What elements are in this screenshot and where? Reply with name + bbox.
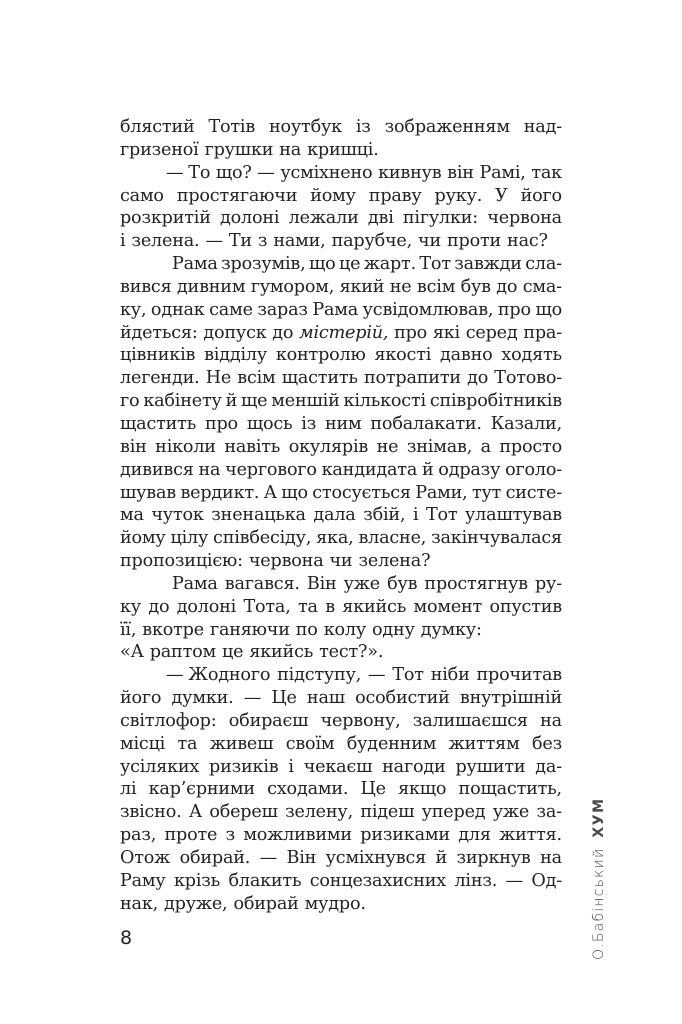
word: кришці. [307, 139, 379, 160]
word: особистий [355, 688, 450, 709]
word: обирай [233, 893, 299, 914]
word: го [120, 391, 140, 412]
word: давно [440, 345, 493, 366]
word: наш [306, 688, 345, 709]
word: звісно. [120, 802, 182, 823]
word: чергового [225, 459, 317, 480]
word: кандидата [321, 459, 418, 480]
word: простягнув [424, 573, 528, 594]
word: ніби [430, 665, 470, 686]
text-line [120, 459, 562, 482]
word: усіляких [120, 756, 200, 777]
word: співбесіду, [213, 528, 312, 549]
word: що [535, 299, 562, 320]
word: контролю [275, 345, 366, 366]
word: грушки [204, 139, 274, 160]
word: щось [246, 413, 293, 434]
word: Він [306, 573, 337, 594]
text-line [120, 390, 562, 413]
word: Раму [120, 870, 166, 891]
word: щастить [281, 368, 358, 389]
word: окулярів [288, 436, 369, 457]
word: що [308, 254, 336, 275]
word: можливими [243, 825, 352, 846]
word: пра- [523, 322, 562, 343]
word: — Жодного [166, 665, 271, 686]
word: вився [120, 276, 172, 297]
word: нами, [273, 231, 326, 252]
word: не [376, 436, 399, 457]
text-line [120, 253, 562, 276]
word: про [497, 299, 531, 320]
word: містерій, [299, 322, 389, 343]
text-line [120, 413, 562, 436]
word: проте [164, 825, 218, 846]
word: дві [367, 208, 394, 229]
word: легенди. [120, 368, 200, 389]
word: Ти [228, 231, 252, 252]
word: із [301, 413, 317, 434]
word: зелена? [358, 551, 431, 572]
word: руку. [434, 185, 483, 206]
text-line [120, 733, 562, 756]
text-line [120, 162, 562, 185]
word: буденним [346, 733, 437, 754]
text-line [120, 116, 562, 139]
word: яка, [316, 528, 354, 549]
word: по [295, 619, 318, 640]
word: Він [286, 848, 317, 868]
word: всім [416, 276, 456, 297]
word: та [298, 596, 318, 617]
word: якості [374, 345, 432, 366]
word: червона [248, 551, 324, 572]
word: на [540, 710, 562, 731]
word: знімав, [406, 436, 473, 457]
word: його [120, 688, 162, 709]
word: та [177, 733, 198, 754]
word: обирай. [179, 848, 251, 868]
word: дала [313, 505, 356, 526]
word: пропозицією: [120, 551, 243, 572]
text-line [120, 207, 562, 230]
text-line [120, 482, 562, 505]
word: чекаєш [303, 756, 373, 777]
text-line [120, 573, 562, 596]
word: життям [448, 733, 520, 754]
word: долоні [176, 596, 237, 617]
word: внутрішній [459, 688, 562, 709]
word: відділу [204, 345, 268, 366]
word: да- [535, 756, 562, 777]
word: розкритій [120, 208, 211, 229]
word: Тотово- [494, 368, 562, 389]
word: до [467, 368, 489, 389]
text-line [120, 550, 562, 573]
word: блястий [120, 117, 195, 137]
word: зелена. [131, 231, 200, 252]
word: дивним [176, 276, 246, 297]
word: одну [372, 619, 415, 640]
word: Рамі, [479, 162, 526, 183]
word: кількості [343, 391, 426, 412]
word: гумором, [250, 276, 335, 297]
text-line [120, 778, 562, 801]
text-line [120, 436, 562, 459]
word: до [496, 276, 518, 297]
word: до [272, 322, 294, 343]
word: чи [329, 551, 353, 572]
word: збій, [363, 505, 406, 526]
running-head [590, 797, 608, 960]
word: саме [209, 299, 253, 320]
text-line [120, 322, 562, 345]
word: одразу [438, 459, 501, 480]
word: шував [120, 482, 177, 503]
word: А [188, 802, 202, 823]
word: які [432, 322, 460, 343]
word: сла- [525, 254, 562, 275]
text-line [120, 664, 562, 687]
word: був [387, 573, 418, 594]
word: Рама [172, 254, 218, 275]
word: над- [523, 117, 562, 137]
word: момент [413, 596, 483, 617]
word: гризеної [120, 139, 199, 160]
word: — [368, 665, 386, 686]
word: так [531, 162, 562, 183]
word: Тота, [243, 596, 291, 617]
word: парубче, [331, 231, 413, 252]
word: нагоди [382, 756, 446, 777]
text-line [120, 596, 562, 619]
word: ку, [120, 299, 147, 320]
word: ганяючи [209, 619, 290, 640]
word: про [204, 413, 238, 434]
word: улаштував [465, 505, 562, 526]
word: підеш [360, 802, 415, 823]
word: дивився [120, 459, 194, 480]
word: праву [368, 185, 422, 206]
word: за- [536, 802, 562, 823]
word: уже [492, 802, 530, 823]
word: тут [471, 482, 502, 503]
word: зиркнув [456, 848, 531, 868]
word: він [120, 436, 147, 457]
word: зображенням [384, 117, 510, 137]
text-line [120, 847, 562, 870]
text-line [120, 139, 562, 162]
text-line [120, 870, 562, 893]
word: Не [205, 368, 232, 389]
word: цівників [120, 345, 196, 366]
word: само [120, 185, 164, 206]
word: в [325, 596, 335, 617]
text-line [120, 641, 562, 664]
word: його [520, 185, 562, 206]
word: її, [120, 619, 137, 640]
word: і [120, 231, 126, 252]
word: сма- [522, 276, 562, 297]
word: всім [237, 368, 276, 389]
text-line [120, 619, 562, 642]
word: Отож [120, 848, 171, 868]
word: систе- [505, 482, 562, 503]
text-line [120, 344, 562, 367]
word: Рама [172, 573, 218, 594]
word: вагався. [224, 573, 300, 594]
word: долоні [220, 208, 280, 229]
word: він [447, 162, 474, 183]
word: власне, [358, 528, 427, 549]
word: обираєш [228, 710, 309, 731]
word: однак [150, 299, 205, 320]
word: зненацька [211, 505, 306, 526]
word: побалакати. [370, 413, 482, 434]
word: завжди [454, 254, 522, 275]
word: Це [271, 688, 297, 709]
word: — То [166, 162, 211, 183]
word: простягаючи [176, 185, 298, 206]
text-line [120, 230, 562, 253]
word: цілу [170, 528, 209, 549]
word: потрапити [363, 368, 461, 389]
word: Тотів [208, 117, 256, 137]
word: вкотре [142, 619, 204, 640]
word: ризиків [209, 756, 279, 777]
word: своїм [285, 733, 335, 754]
word: на [198, 459, 221, 480]
word: допуск [203, 322, 267, 343]
word: це [222, 642, 244, 663]
text-line [120, 299, 562, 322]
page-number: 8 [120, 927, 133, 949]
word: якийсь [249, 642, 314, 663]
running-head-book-title: ХУМ [591, 797, 607, 838]
word: опустив [489, 596, 562, 617]
word: кабінету [143, 391, 222, 412]
text-line [120, 824, 562, 847]
word: мудро. [304, 893, 366, 914]
word: ноутбук [268, 117, 342, 137]
word: для [458, 825, 491, 846]
word: це [338, 254, 361, 275]
word: Казали, [490, 413, 562, 434]
word: раз, [120, 825, 157, 846]
text-line [120, 710, 562, 733]
running-head-author: О.Бабінський [591, 847, 607, 960]
word: Тот [419, 254, 451, 275]
word: «А [120, 642, 144, 663]
word: підступу, [277, 665, 362, 686]
text-line [120, 185, 562, 208]
word: навіть [224, 436, 281, 457]
word: й [435, 848, 448, 868]
word: тест?». [319, 642, 384, 663]
word: нас? [507, 231, 548, 252]
word: пігулки: [402, 208, 479, 229]
word: якийсь [342, 596, 407, 617]
body-text [120, 116, 562, 916]
word: думки. [171, 688, 234, 709]
text-line [120, 756, 562, 779]
word: сонцезахисних [309, 870, 447, 891]
word: червону, [320, 710, 401, 731]
text-line [120, 893, 562, 916]
word: й [225, 391, 238, 412]
word: з [257, 231, 268, 252]
word: оголо- [505, 459, 562, 480]
word: — [205, 231, 223, 252]
word: ніколи [155, 436, 216, 457]
word: Од- [531, 870, 562, 891]
word: кивнув [378, 162, 442, 183]
word: життя. [499, 825, 562, 846]
word: крізь [173, 870, 221, 891]
text-line [120, 801, 562, 824]
word: Тот [392, 665, 424, 686]
word: на [540, 848, 562, 868]
word: і [288, 756, 294, 777]
text-line [120, 687, 562, 710]
word: ще [241, 391, 268, 412]
word: Тот [425, 505, 458, 526]
word: уже [343, 573, 380, 594]
word: що [281, 482, 308, 503]
word: колу [323, 619, 367, 640]
text-line [120, 527, 562, 550]
word: уперед [421, 802, 486, 823]
word: кар’єрними [148, 779, 255, 800]
word: зелену, [285, 802, 353, 823]
word: на [279, 139, 302, 160]
word: живеш [209, 733, 274, 754]
word: — [505, 870, 523, 891]
word: меншій [271, 391, 340, 412]
word: просто [499, 436, 562, 457]
word: нак, [120, 893, 159, 914]
word: жарт. [363, 254, 416, 275]
word: серед [465, 322, 518, 343]
word: раптом [149, 642, 216, 663]
word: ма [120, 505, 144, 526]
word: обереш [209, 802, 278, 823]
word: світлофор: [120, 710, 217, 731]
word: — [259, 848, 278, 868]
word: Це [360, 779, 386, 800]
word: зрозумів, [221, 254, 306, 275]
word: ку [120, 596, 141, 617]
word: йому [310, 185, 356, 206]
word: блакить [228, 870, 302, 891]
word: ним [324, 413, 362, 434]
word: рушити [455, 756, 526, 777]
word: — [243, 688, 262, 709]
word: усміхнувся [325, 848, 427, 868]
word: У [495, 185, 508, 206]
word: зараз [257, 299, 308, 320]
word: прочитав [476, 665, 562, 686]
word: лінз. [454, 870, 498, 891]
text-line [120, 367, 562, 390]
word: йдеться: [120, 322, 198, 343]
word: місці [120, 733, 166, 754]
word: чуток [151, 505, 204, 526]
word: Рама [312, 299, 359, 320]
word: ризиками [360, 825, 450, 846]
word: якщо [398, 779, 447, 800]
word: усміхнено [280, 162, 373, 183]
word: йому [120, 528, 166, 549]
word: був [460, 276, 491, 297]
text-line [120, 504, 562, 527]
word: не [389, 276, 412, 297]
word: сходами. [267, 779, 349, 800]
word: й [421, 459, 434, 480]
word: червона [487, 208, 562, 229]
word: що? [215, 162, 252, 183]
word: без [531, 733, 562, 754]
word: до [148, 596, 170, 617]
word: стосується [312, 482, 411, 503]
word: Рами, [415, 482, 468, 503]
word: лежали [288, 208, 359, 229]
word: щастить [120, 413, 197, 434]
word: з [225, 825, 235, 846]
word: який [339, 276, 385, 297]
word: із [355, 117, 371, 137]
word: залишаєшся [412, 710, 528, 731]
word: ру- [534, 573, 562, 594]
word: ходять [501, 345, 562, 366]
word: усвідомлював, [362, 299, 494, 320]
word: друже, [164, 893, 228, 914]
word: закінчувалася [431, 528, 562, 549]
word: думку: [420, 619, 482, 640]
text-line [120, 276, 562, 299]
word: А [263, 482, 277, 503]
word: — [257, 162, 275, 183]
word: проти [447, 231, 502, 252]
word: про [394, 322, 428, 343]
word: і [412, 505, 419, 526]
word: чи [418, 231, 441, 252]
word: а [480, 436, 491, 457]
word: пощастить, [458, 779, 562, 800]
word: вердикт. [180, 482, 260, 503]
word: лі [120, 779, 137, 800]
word: співробітників [429, 391, 562, 412]
